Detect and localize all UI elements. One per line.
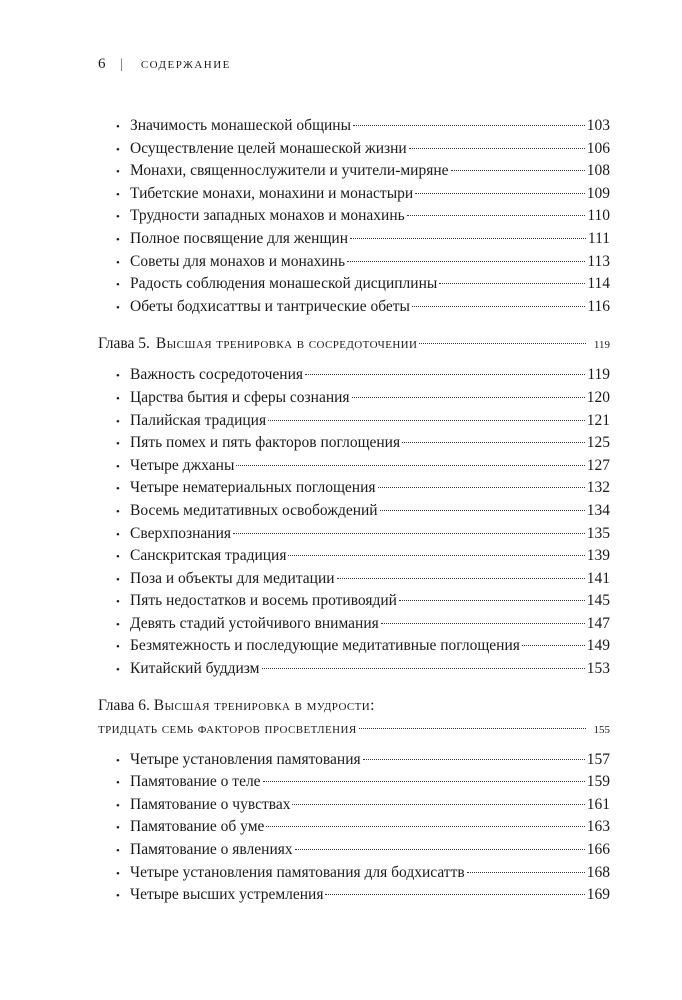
- leader-dots: [451, 170, 585, 171]
- entry-title: Четыре нематериальных поглощения: [130, 479, 376, 497]
- leader-dots: [381, 623, 585, 624]
- toc-entry[interactable]: [98, 568, 610, 591]
- bullet-icon: •: [116, 392, 120, 405]
- leader-dots: [292, 804, 584, 805]
- leader-dots: [407, 215, 586, 216]
- toc-entry[interactable]: [98, 477, 610, 500]
- entry-title: Четыре джханы: [130, 456, 235, 474]
- entry-title: Сверхпознания: [130, 524, 232, 542]
- chapter-title: Высшая тренировка в сосредоточении: [155, 335, 418, 353]
- bullet-icon: •: [116, 188, 120, 201]
- bullet-icon: •: [116, 777, 120, 790]
- entry-page: 116: [587, 297, 610, 315]
- chapter-title-line2: тридцать семь факторов просветления: [98, 719, 357, 737]
- bullet-icon: •: [116, 483, 120, 496]
- entry-title: Пять недостатков и восемь противоядий: [130, 592, 397, 610]
- chapter-5-heading[interactable]: [98, 332, 610, 356]
- toc-entry[interactable]: [98, 455, 610, 478]
- entry-title: Трудности западных монахов и монахинь: [130, 207, 405, 225]
- entry-title: Памятование о чувствах: [130, 795, 291, 813]
- entry-title: Четыре высших устремления: [130, 886, 324, 904]
- chapter-6-heading-line2[interactable]: [98, 717, 610, 741]
- bullet-icon: •: [116, 822, 120, 835]
- leader-dots: [236, 465, 584, 466]
- leader-dots: [266, 826, 584, 827]
- bullet-icon: •: [116, 233, 120, 246]
- leader-dots: [353, 125, 585, 126]
- toc-entry[interactable]: [98, 432, 610, 455]
- toc-entry[interactable]: [98, 816, 610, 839]
- entry-title: Санскритская традиция: [130, 547, 287, 565]
- bullet-icon: •: [116, 415, 120, 428]
- page-number: 6: [98, 56, 106, 72]
- chapter-label: Глава 6.: [98, 696, 150, 714]
- bullet-icon: •: [116, 279, 120, 292]
- toc-list-section-a: [98, 115, 610, 318]
- leader-dots: [352, 397, 585, 398]
- toc-entry[interactable]: [98, 251, 610, 274]
- toc-entry[interactable]: [98, 364, 610, 387]
- toc-entry[interactable]: [98, 794, 610, 817]
- bullet-icon: •: [116, 256, 120, 269]
- entry-title: Памятование об уме: [130, 818, 265, 836]
- leader-dots: [415, 193, 585, 194]
- bullet-icon: •: [116, 505, 120, 518]
- entry-page: 125: [586, 434, 610, 452]
- entry-page: 169: [586, 886, 610, 904]
- entry-page: 159: [586, 773, 610, 791]
- toc-entry[interactable]: [98, 273, 610, 296]
- leader-dots: [268, 420, 585, 421]
- entry-title: Палийская традиция: [130, 411, 267, 429]
- leader-dots: [439, 283, 585, 284]
- entry-title: Полное посвящение для женщин: [130, 229, 349, 247]
- toc-entry[interactable]: [98, 500, 610, 523]
- entry-title: Радость соблюдения монашеской дисциплины: [130, 275, 438, 293]
- toc-entry[interactable]: [98, 115, 610, 138]
- entry-page: 141: [586, 569, 610, 587]
- bullet-icon: •: [116, 890, 120, 903]
- entry-title: Советы для монахов и монахинь: [130, 252, 346, 270]
- entry-title: Девять стадий устойчивого внимания: [130, 614, 379, 632]
- entry-page: 163: [586, 818, 610, 836]
- leader-dots: [412, 306, 585, 307]
- chapter-6-heading-line1[interactable]: [98, 695, 610, 717]
- header-separator: |: [120, 56, 123, 72]
- entry-page: 106: [586, 139, 610, 157]
- chapter-page: 119: [593, 339, 610, 352]
- bullet-icon: •: [116, 664, 120, 677]
- toc-entry[interactable]: [98, 296, 610, 319]
- entry-title: Китайский буддизм: [130, 660, 260, 678]
- entry-title: Четыре установления памятования для бодхисаттв: [130, 863, 465, 881]
- entry-page: 103: [586, 117, 610, 134]
- entry-page: 153: [586, 660, 610, 678]
- toc-entry[interactable]: [98, 387, 610, 410]
- leader-dots: [347, 261, 585, 262]
- leader-dots: [295, 849, 585, 850]
- entry-page: 114: [587, 275, 610, 293]
- chapter-title-line1: Высшая тренировка в мудрости:: [153, 696, 375, 714]
- entry-page: 134: [586, 501, 610, 519]
- entry-title: Восемь медитативных освобождений: [130, 501, 378, 519]
- entry-page: 111: [587, 229, 610, 247]
- chapter-label: Глава 5.: [98, 335, 150, 353]
- leader-dots: [233, 533, 585, 534]
- bullet-icon: •: [116, 845, 120, 858]
- toc-entry[interactable]: [98, 523, 610, 546]
- toc-entry[interactable]: [98, 138, 610, 161]
- toc-entry[interactable]: [98, 635, 610, 658]
- entry-title: Поза и объекты для медитации: [130, 569, 335, 587]
- toc-list-chapter-6: [98, 749, 610, 907]
- table-of-contents: [98, 115, 610, 907]
- bullet-icon: •: [116, 799, 120, 812]
- entry-title: Обеты бодхисаттвы и тантрические обеты: [130, 297, 410, 315]
- toc-entry[interactable]: [98, 749, 610, 772]
- entry-title: Царства бытия и сферы сознания: [130, 388, 350, 406]
- entry-title: Безмятежность и последующие медитативные поглощения: [130, 637, 520, 655]
- section-title: СОДЕРЖАНИЕ: [140, 58, 231, 71]
- toc-list-chapter-5: [98, 364, 610, 680]
- leader-dots: [363, 759, 585, 760]
- entry-page: 145: [586, 592, 610, 610]
- leader-dots: [325, 894, 584, 895]
- leader-dots: [305, 374, 585, 375]
- entry-page: 147: [586, 614, 610, 632]
- toc-entry[interactable]: [98, 884, 610, 907]
- toc-entry[interactable]: [98, 613, 610, 636]
- toc-entry[interactable]: [98, 160, 610, 183]
- toc-entry[interactable]: [98, 862, 610, 885]
- toc-entry[interactable]: [98, 183, 610, 206]
- toc-entry[interactable]: [98, 771, 610, 794]
- running-header: [98, 56, 231, 73]
- leader-dots: [522, 645, 585, 646]
- entry-page: 161: [586, 795, 610, 813]
- leader-dots: [402, 442, 585, 443]
- entry-page: 113: [587, 252, 610, 270]
- bullet-icon: •: [116, 438, 120, 451]
- entry-title: Пять помех и пять факторов поглощения: [130, 434, 401, 452]
- entry-page: 110: [587, 207, 610, 225]
- toc-entry[interactable]: [98, 590, 610, 613]
- entry-page: 166: [586, 841, 610, 859]
- leader-dots: [350, 238, 586, 239]
- bullet-icon: •: [116, 573, 120, 586]
- entry-page: 121: [586, 411, 610, 429]
- toc-entry[interactable]: [98, 228, 610, 251]
- entry-title: Памятование о явлениях: [130, 841, 293, 859]
- bullet-icon: •: [116, 867, 120, 880]
- bullet-icon: •: [116, 641, 120, 654]
- entry-page: 168: [586, 863, 610, 881]
- bullet-icon: •: [116, 370, 120, 383]
- leader-dots: [263, 781, 585, 782]
- leader-dots: [337, 578, 585, 579]
- bullet-icon: •: [116, 551, 120, 564]
- bullet-icon: •: [116, 754, 120, 767]
- bullet-icon: •: [116, 301, 120, 314]
- toc-entry[interactable]: [98, 205, 610, 228]
- toc-entry[interactable]: [98, 658, 610, 681]
- entry-page: 135: [586, 524, 610, 542]
- leader-dots: [399, 600, 585, 601]
- leader-dots: [380, 510, 585, 511]
- bullet-icon: •: [116, 166, 120, 179]
- leader-dots: [262, 668, 585, 669]
- leader-dots: [409, 148, 585, 149]
- chapter-page: 155: [593, 723, 610, 736]
- leader-dots: [359, 728, 586, 729]
- bullet-icon: •: [116, 143, 120, 156]
- entry-page: 149: [586, 637, 610, 655]
- entry-page: 157: [586, 750, 610, 768]
- entry-page: 120: [586, 388, 610, 406]
- entry-page: 109: [586, 184, 610, 202]
- bullet-icon: •: [116, 460, 120, 473]
- entry-page: 108: [586, 162, 610, 180]
- bullet-icon: •: [116, 528, 120, 541]
- entry-page: 127: [586, 456, 610, 474]
- bullet-icon: •: [116, 211, 120, 224]
- entry-title: Тибетские монахи, монахини и монастыри: [130, 184, 414, 202]
- entry-title: Важность сосредоточения: [130, 366, 304, 384]
- toc-entry[interactable]: [98, 545, 610, 568]
- leader-dots: [288, 555, 584, 556]
- entry-title: Монахи, священнослужители и учители-миряне: [130, 162, 449, 180]
- leader-dots: [378, 487, 585, 488]
- bullet-icon: •: [116, 596, 120, 609]
- toc-entry[interactable]: [98, 839, 610, 862]
- entry-page: 139: [586, 547, 610, 565]
- entry-page: 132: [586, 479, 610, 497]
- entry-page: 119: [587, 366, 610, 384]
- entry-title: Четыре установления памятования: [130, 750, 361, 768]
- leader-dots: [419, 343, 586, 344]
- leader-dots: [467, 872, 585, 873]
- bullet-icon: •: [116, 618, 120, 631]
- entry-title: Значимость монашеской общины: [130, 117, 352, 134]
- entry-title: Памятование о теле: [130, 773, 261, 791]
- entry-title: Осуществление целей монашеской жизни: [130, 139, 407, 157]
- bullet-icon: •: [116, 121, 120, 133]
- toc-entry[interactable]: [98, 410, 610, 433]
